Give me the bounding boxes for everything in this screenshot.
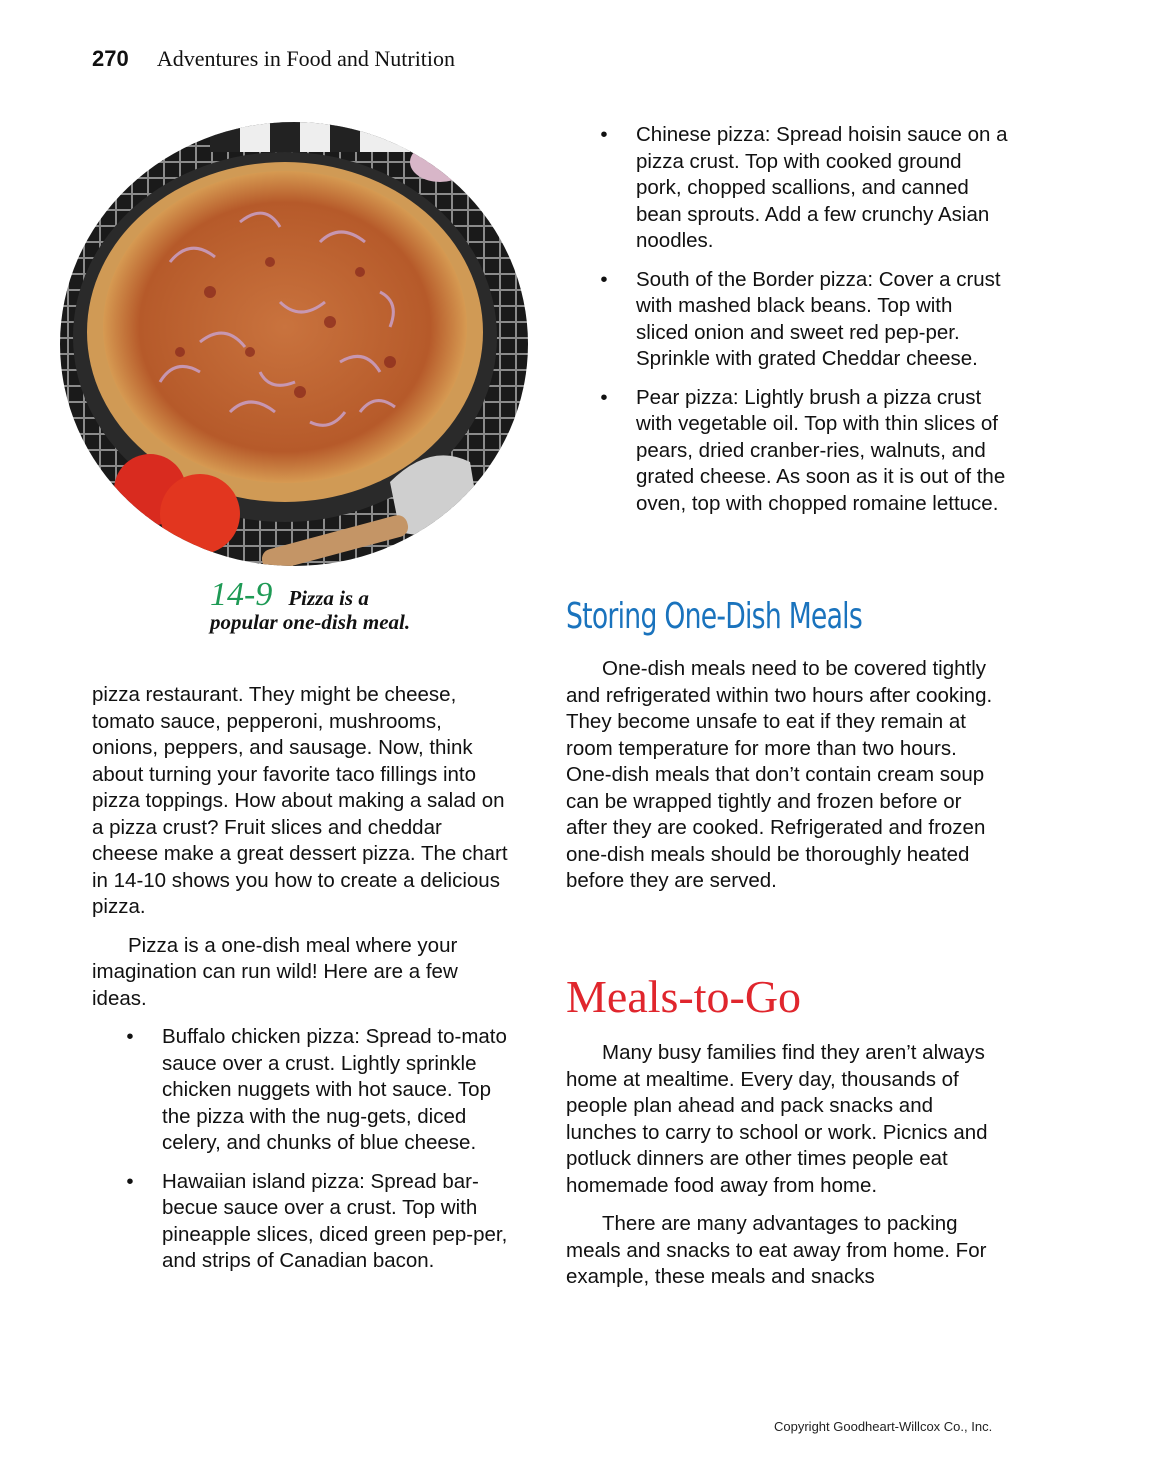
list-item: • South of the Border pizza: Cover a crust with mashed black beans. Top with sliced onion and sweet red pep-per. Sprinkle with grated Cheddar cheese. [566, 267, 1010, 373]
paragraph: Pizza is a one-dish meal where your imagination can run wild! Here are a few ideas. [92, 933, 458, 1010]
meals-section [566, 1040, 1006, 1291]
bullet-icon: • [600, 267, 608, 291]
figure-caption [210, 576, 510, 634]
paragraph: pizza restaurant. They might be cheese, tomato sauce, pepperoni, mushrooms, onions, peppers, and sausage. Now, think about turning your favorite taco fillings into pizza toppings. How about making a salad on a pizza crust? Fruit slices and cheddar cheese make a great dessert pizza. The chart in 14-10 shows you how to create a delicious pizza. [92, 683, 508, 918]
bullet-icon: • [600, 123, 608, 146]
copyright-footer: Copyright Goodheart-Willcox Co., Inc. [774, 1419, 993, 1434]
page-header [92, 46, 455, 72]
right-column-list [566, 122, 1010, 517]
caption-line-1: Pizza is a [288, 586, 369, 610]
figure-number: 14-9 [210, 576, 273, 613]
book-title: Adventures in Food and Nutrition [156, 46, 456, 71]
bullet-icon: • [126, 1025, 134, 1048]
heading-meals-to-go: Meals-to-Go [566, 971, 802, 1022]
paragraph: One-dish meals need to be covered tightly and refrigerated within two hours after cooking. They become unsafe to eat if they remain at room temperature for more than two hours. One-dish meals that don’t contain cream soup can be wrapped tightly and frozen before or after they are cooked. Refrigerated and frozen one-dish meals should be thoroughly heated before they are served. [566, 657, 993, 892]
list-item: • Chinese pizza: Spread hoisin sauce on a pizza crust. Top with cooked ground pork, chopped scallions, and canned bean sprouts. Add a few crunchy Asian noodles. [566, 122, 1010, 255]
list-item: • Hawaiian island pizza: Spread bar-becue sauce over a crust. Top with pineapple slices, diced green pep-per, and strips of Canadian bacon. [92, 1169, 512, 1275]
storing-section [566, 656, 1006, 895]
pizza-photo [60, 122, 528, 566]
left-column [92, 682, 512, 1275]
caption-line-2: popular one-dish meal. [210, 610, 411, 634]
bullet-list [92, 1024, 512, 1275]
bullet-icon: • [600, 385, 608, 409]
page-number: 270 [92, 46, 129, 71]
list-item: • Buffalo chicken pizza: Spread to-mato sauce over a crust. Lightly sprinkle chicken nuggets with hot sauce. Top the pizza with the nug-gets, diced celery, and chunks of blue cheese. [92, 1024, 512, 1157]
heading-storing: Storing One-Dish Meals [566, 596, 862, 637]
paragraph: There are many advantages to packing meals and snacks to eat away from home. For example, these meals and snacks [566, 1212, 987, 1288]
bullet-icon: • [126, 1169, 134, 1193]
paragraph: Many busy families find they aren’t always home at mealtime. Every day, thousands of people plan ahead and pack snacks and lunches to carry to school or work. Picnics and potluck dinners are other times people eat homemade food away from home. [566, 1041, 988, 1197]
list-item: • Pear pizza: Lightly brush a pizza crust with vegetable oil. Top with thin slices of pears, dried cranber-ries, walnuts, and grated cheese. As soon as it is out of the oven, top with chopped romaine lettuce. [566, 385, 1010, 518]
bullet-list [566, 122, 1010, 517]
